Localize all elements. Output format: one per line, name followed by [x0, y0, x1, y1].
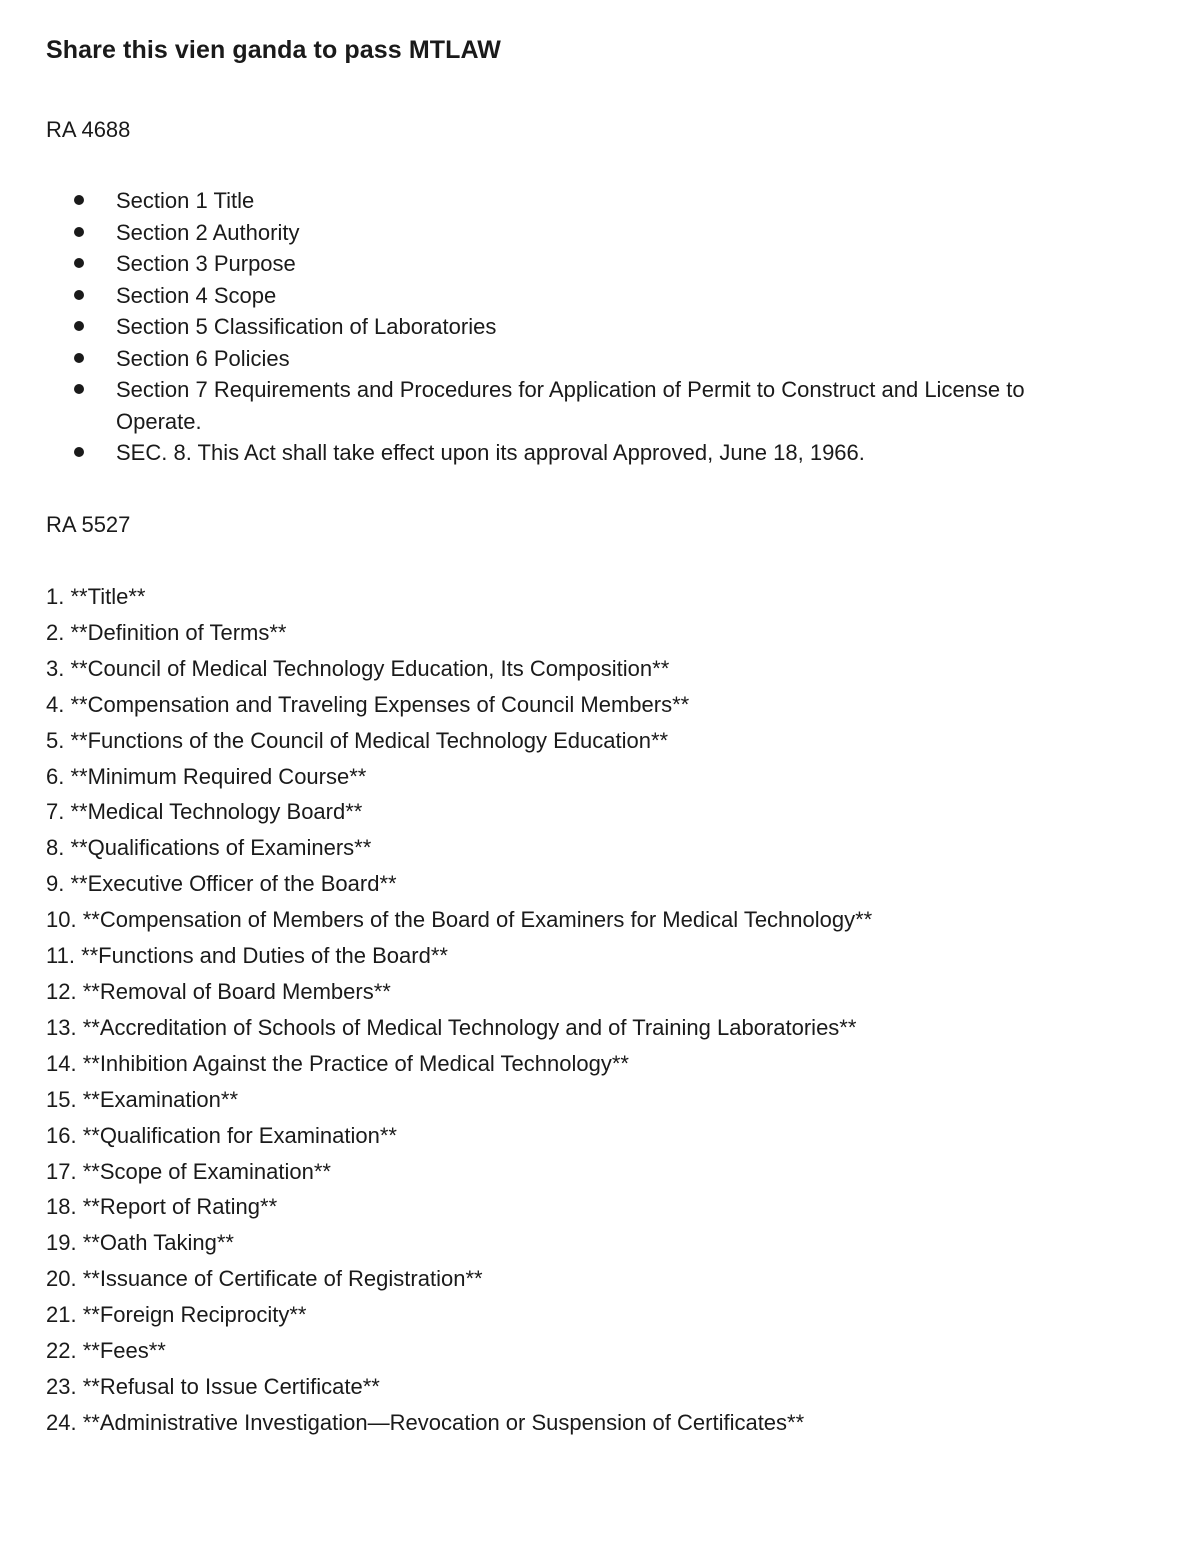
ra-5527-section-list [46, 579, 872, 1441]
list-item: Section 6 Policies [0, 343, 1200, 375]
bullet-icon [74, 258, 84, 268]
list-item: Section 4 Scope [0, 280, 1200, 312]
list-item: 13. **Accreditation of Schools of Medical Technology and of Training Laboratories** [46, 1014, 857, 1040]
bullet-icon [74, 447, 84, 457]
bullet-icon [74, 384, 84, 394]
document-title: Share this vien ganda to pass MTLAW [46, 36, 501, 64]
list-item: 22. **Fees** [46, 1338, 166, 1364]
list-item: 10. **Compensation of Members of the Board of Examiners for Medical Technology** [46, 907, 873, 933]
list-item: Section 1 Title [0, 185, 1200, 217]
ra-5527-heading: RA 5527 [46, 512, 131, 537]
list-item: 20. **Issuance of Certificate of Registration** [46, 1266, 483, 1292]
ra-4688-heading: RA 4688 [46, 117, 131, 142]
list-item: 7. **Medical Technology Board** [46, 799, 363, 825]
list-item: 2. **Definition of Terms** [46, 619, 287, 645]
list-item: Section 3 Purpose [0, 248, 1200, 280]
list-item: 15. **Examination** [46, 1086, 239, 1112]
list-item: 24. **Administrative Investigation—Revocation or Suspension of Certificates** [46, 1409, 805, 1435]
list-item: 14. **Inhibition Against the Practice of Medical Technology** [46, 1050, 629, 1076]
bullet-icon [74, 321, 84, 331]
bullet-icon [74, 353, 84, 363]
list-item: 5. **Functions of the Council of Medical Technology Education** [46, 727, 669, 753]
list-item: 1. **Title** [46, 584, 146, 609]
list-item: 18. **Report of Rating** [46, 1194, 278, 1220]
list-item: 4. **Compensation and Traveling Expenses of Council Members** [46, 691, 690, 717]
list-item: 8. **Qualifications of Examiners** [46, 835, 372, 861]
list-item: 19. **Oath Taking** [46, 1230, 234, 1256]
list-item: 6. **Minimum Required Course** [46, 763, 367, 789]
list-item: SEC. 8. This Act shall take effect upon its approval Approved, June 18, 1966. [0, 437, 1200, 469]
list-item: 16. **Qualification for Examination** [46, 1122, 397, 1148]
bullet-icon [74, 195, 84, 205]
list-item: 21. **Foreign Reciprocity** [46, 1302, 307, 1328]
bullet-icon [74, 290, 84, 300]
list-item: 3. **Council of Medical Technology Education, Its Composition** [46, 655, 670, 681]
list-item: Section 5 Classification of Laboratories [0, 311, 1200, 343]
list-item: 17. **Scope of Examination** [46, 1158, 331, 1184]
ra-4688-section-list [0, 185, 1200, 469]
list-item: 12. **Removal of Board Members** [46, 978, 391, 1004]
list-item: Section 2 Authority [0, 217, 1200, 249]
list-item: 11. **Functions and Duties of the Board** [46, 943, 448, 969]
list-item: Section 7 Requirements and Procedures for Application of Permit to Construct and License to Operate. [0, 374, 1200, 437]
list-item: 9. **Executive Officer of the Board** [46, 871, 397, 897]
bullet-icon [74, 227, 84, 237]
list-item: 23. **Refusal to Issue Certificate** [46, 1373, 380, 1399]
